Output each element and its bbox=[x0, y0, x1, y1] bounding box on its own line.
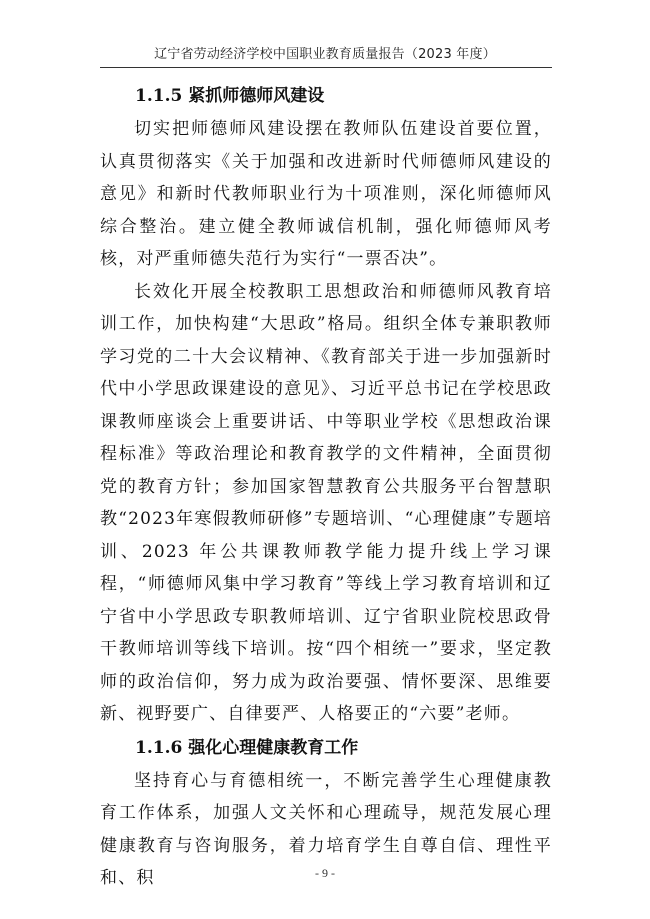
section-heading-1-1-6: 1.1.6 强化心理健康教育工作 bbox=[135, 737, 359, 758]
section-heading-1-1-5: 1.1.5 紧抓师德师风建设 bbox=[135, 86, 325, 106]
running-header: 辽宁省劳动经济学校中国职业教育质量报告（2023 年度） bbox=[154, 47, 496, 62]
page-number: - 9 - bbox=[315, 866, 335, 880]
page-body bbox=[100, 79, 552, 895]
body-paragraph: 切实把师德师风建设摆在教师队伍建设首要位置，认真贯彻落实《关于加强和改进新时代师德师风建设的意见》和新时代教师职业行为十项准则，深化师德师风综合整治。建立健全教师诚信机制，强化师德师风考核，对严重师德失范行为实行“一票否决”。 bbox=[100, 119, 552, 269]
body-paragraph: 长效化开展全校教职工思想政治和师德师风教育培训工作，加快构建“大思政”格局。组织全体专兼职教师学习党的二十大会议精神、《教育部关于进一步加强新时代中小学思政课建设的意见》、习近平总书记在学校思政课教师座谈会上重要讲话、中等职业学校《思想政治课程标准》等政治理论和教育教学的文件精神，全面贯彻党的教育方针；参加国家智慧教育公共服务平台智慧职教“2023年寒假教师研修”专题培训、“心理健康”专题培训、2023 年公共课教师教学能力提升线上学习课程，“师德师风集中学习教育”等线上学习教育培训和辽宁省中小学思政专职教师培训、辽宁省职业院校思政骨干教师培训等线下培训。按“四个相统一”要求，坚定教师的政治信仰，努力成为政治要强、情怀要深、思维要新、视野要广、自律要严、人格要正的“六要”老师。 bbox=[100, 281, 552, 724]
header-rule bbox=[100, 67, 552, 68]
body-paragraph: 坚持育心与育德相统一，不断完善学生心理健康教育工作体系，加强人文关怀和心理疏导，规范发展心理健康教育与咨询服务，着力培育学生自尊自信、理性平和、积 bbox=[100, 770, 552, 888]
